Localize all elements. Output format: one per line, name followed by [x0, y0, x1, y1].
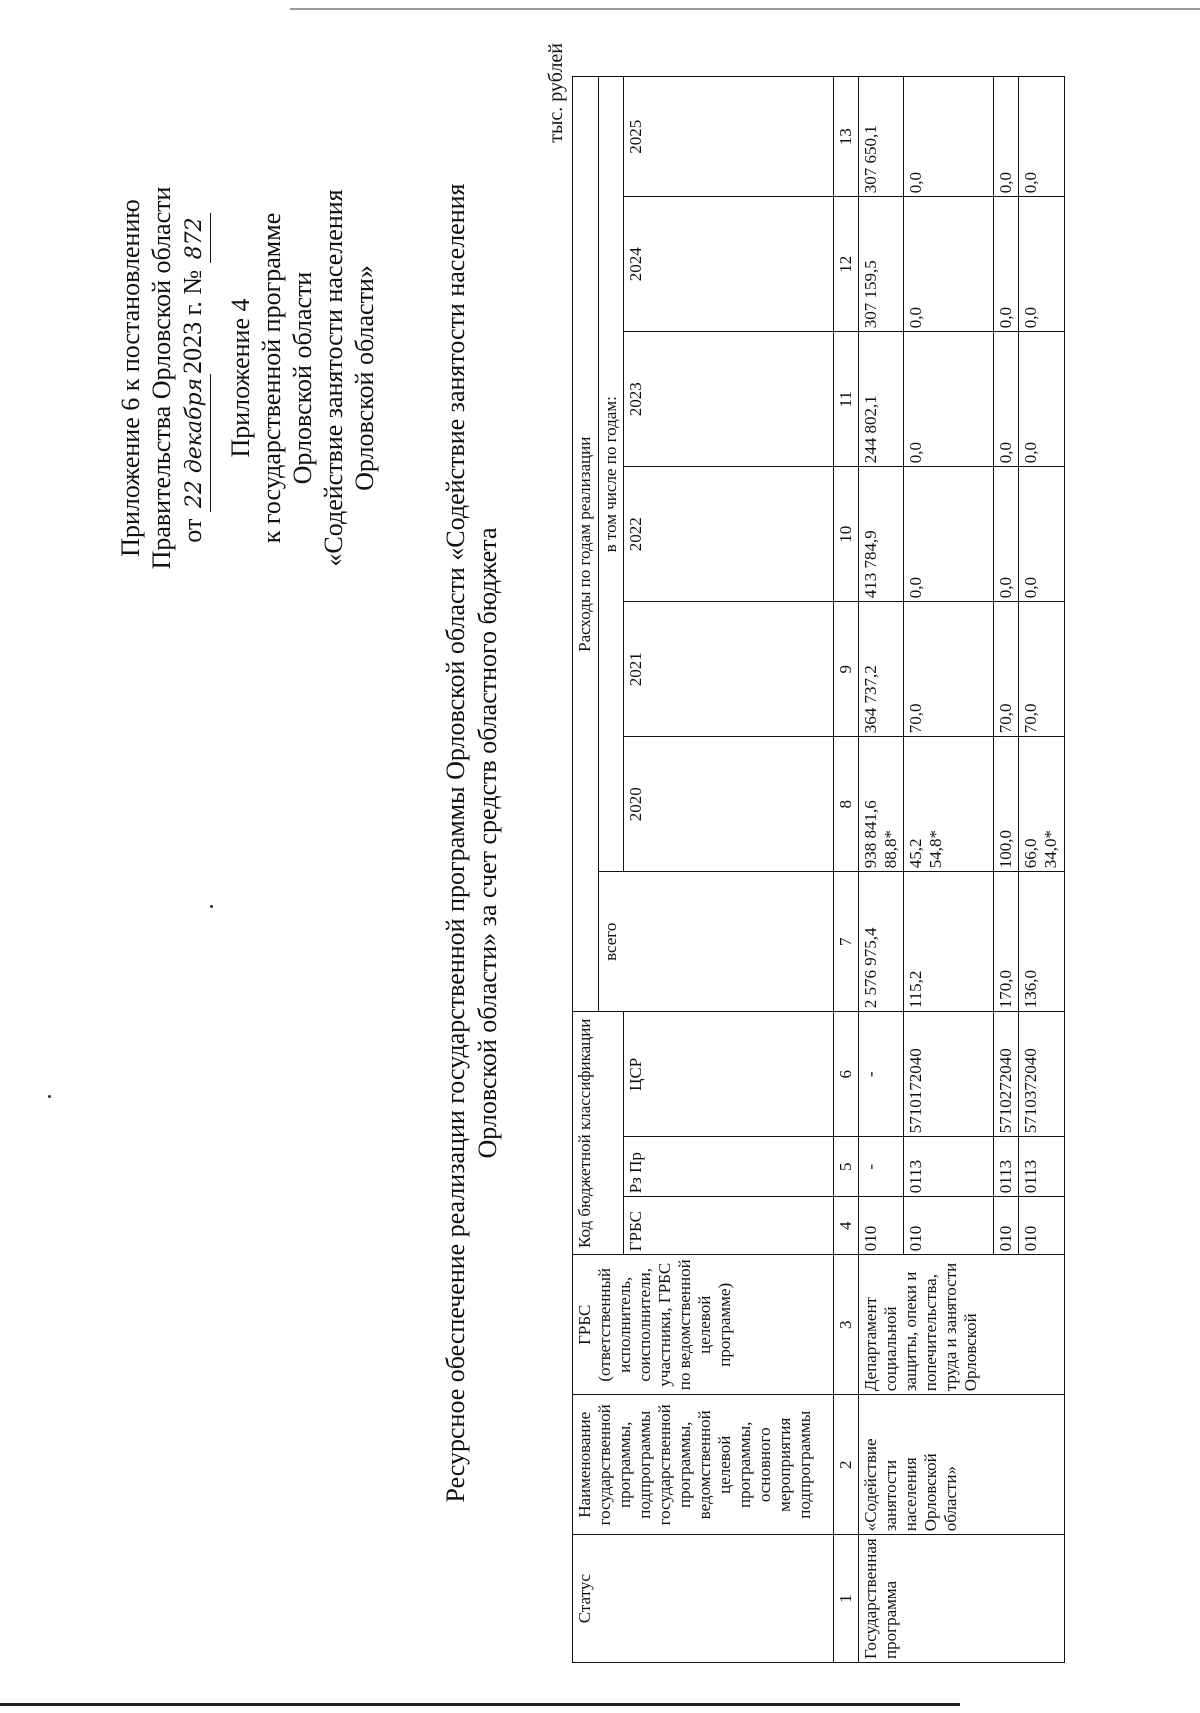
status-cell: Государственная программа [859, 1535, 1065, 1663]
program-name-cell: «Содействие занятости населения Орловской области» [859, 1395, 1065, 1535]
grbs-code-cell: 010 [994, 1197, 1019, 1255]
header-year-2021: 2021 [624, 602, 834, 737]
col-number: 6 [834, 1012, 859, 1137]
col-number: 8 [834, 737, 859, 872]
col-number: 7 [834, 872, 859, 1012]
rzpr-cell: 0113 [904, 1137, 994, 1197]
rzpr-cell: - [859, 1137, 904, 1197]
col-number: 4 [834, 1197, 859, 1255]
y2022-cell: 0,0 [904, 467, 994, 602]
y2020-cell [1019, 737, 1065, 872]
total-cell: 115,2 [904, 872, 994, 1012]
appendix-line-4: «Содействие занятости населения [319, 189, 348, 567]
grbs-code-cell: 010 [859, 1197, 904, 1255]
units-label: тыс. рублей [545, 43, 567, 143]
y2023-cell: 0,0 [1019, 332, 1065, 467]
y2025-cell: 0,0 [1019, 77, 1065, 197]
header-year-2023: 2023 [624, 332, 834, 467]
appendix-line-5: Орловской области» [350, 265, 379, 491]
y2020-note: 34,0* [1041, 830, 1060, 869]
header-budget-code: Код бюджетной классификации [573, 1012, 624, 1255]
table-row [859, 77, 904, 1663]
date-prefix: от [178, 518, 207, 543]
header-rz-pr: Рз Пр [624, 1137, 834, 1197]
y2024-cell: 307 159,5 [859, 197, 904, 332]
y2021-cell: 70,0 [1019, 602, 1065, 737]
y2024-cell: 0,0 [1019, 197, 1065, 332]
grbs-code-cell: 010 [904, 1197, 994, 1255]
document-title [440, 53, 504, 1633]
y2025-cell: 307 650,1 [859, 77, 904, 197]
y2020-cell [859, 737, 904, 872]
title-line-1: Ресурсное обеспечение реализации государственной программы Орловской области «Содействие занятости населения [441, 183, 470, 1503]
y2025-cell: 0,0 [994, 77, 1019, 197]
grbs-cell: Департамент социальной защиты, опеки и попечительства, труда и занятости Орловской [859, 1255, 1065, 1395]
header-line-1: Приложение 6 к постановлению [116, 199, 145, 557]
title-line-2: Орловской области» за счет средств областного бюджета [473, 527, 502, 1159]
header-year-2024: 2024 [624, 197, 834, 332]
col-number: 12 [834, 197, 859, 332]
rzpr-cell: 0113 [994, 1137, 1019, 1197]
y2020-note: 54,8* [926, 830, 945, 869]
header-year-2020: 2020 [624, 737, 834, 872]
y2023-cell: 0,0 [904, 332, 994, 467]
date-year: 2023 г. № [178, 269, 207, 374]
y2021-cell: 70,0 [994, 602, 1019, 737]
header-line-2: Правительства Орловской области [147, 186, 176, 570]
appendix-line-3: Орловской области [288, 271, 317, 485]
csr-cell: - [859, 1012, 904, 1137]
csr-cell: 5710172040 [904, 1012, 994, 1137]
header-line-3 [177, 33, 211, 723]
header-year-2022: 2022 [624, 467, 834, 602]
appendix-line-2: к государственной программе [257, 212, 286, 544]
document-header [115, 33, 380, 723]
resource-table [572, 76, 1065, 1663]
y2024-cell: 0,0 [904, 197, 994, 332]
col-number: 9 [834, 602, 859, 737]
col-number: 13 [834, 77, 859, 197]
header-grbs: ГРБС (ответственный исполнитель, соисполнители, участники, ГРБС по ведомственной целевой программе) [573, 1255, 834, 1395]
y2021-cell: 70,0 [904, 602, 994, 737]
header-grbs-code: ГРБС [624, 1197, 834, 1255]
total-cell: 170,0 [994, 872, 1019, 1012]
header-total: всего [599, 872, 834, 1012]
appendix-line-1: Приложение 4 [226, 298, 255, 458]
header-year-2025: 2025 [624, 77, 834, 197]
total-cell: 136,0 [1019, 872, 1065, 1012]
col-number: 1 [834, 1535, 859, 1663]
y2022-cell: 0,0 [994, 467, 1019, 602]
csr-cell: 5710272040 [994, 1012, 1019, 1137]
header-expenses: Расходы по годам реализации [573, 77, 599, 1012]
y2023-cell: 0,0 [994, 332, 1019, 467]
handwritten-date: 22 декабря [179, 374, 211, 512]
y2023-cell: 244 802,1 [859, 332, 904, 467]
y2022-cell: 0,0 [1019, 467, 1065, 602]
grbs-code-cell: 010 [1019, 1197, 1065, 1255]
header-csr: ЦСР [624, 1012, 834, 1137]
csr-cell: 5710372040 [1019, 1012, 1065, 1137]
col-number: 2 [834, 1395, 859, 1535]
header-by-years: в том числе по годам: [599, 77, 624, 872]
total-cell: 2 576 975,4 [859, 872, 904, 1012]
y2020-note: 88,8* [881, 830, 900, 869]
header-status: Статус [573, 1535, 834, 1663]
y2020-cell: 100,0 [994, 737, 1019, 872]
col-number: 10 [834, 467, 859, 602]
y2024-cell: 0,0 [994, 197, 1019, 332]
header-name: Наименование государственной программы, подпрограммы государственной программы, ведомственной целевой программы, основного мероприятия подпрограммы [573, 1395, 834, 1535]
y2021-cell: 364 737,2 [859, 602, 904, 737]
y2020-cell [904, 737, 994, 872]
y2020-value: 66,0 [1021, 838, 1040, 869]
y2025-cell: 0,0 [904, 77, 994, 197]
col-number: 5 [834, 1137, 859, 1197]
col-number: 3 [834, 1255, 859, 1395]
rzpr-cell: 0113 [1019, 1137, 1065, 1197]
col-number: 11 [834, 332, 859, 467]
y2022-cell: 413 784,9 [859, 467, 904, 602]
handwritten-number: 872 [179, 213, 211, 263]
y2020-value: 938 841,6 [861, 800, 880, 869]
y2020-value: 45,2 [906, 838, 925, 869]
